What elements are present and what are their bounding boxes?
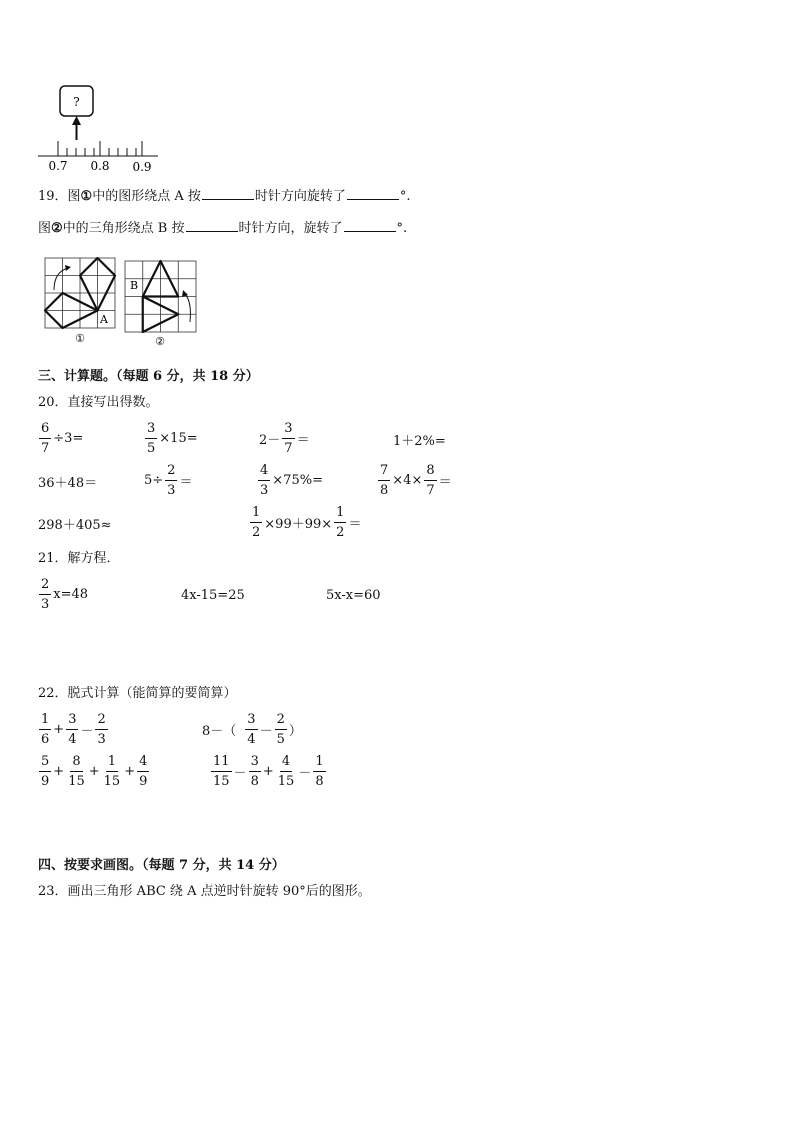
fraction: $\frac{3}{8}$ — [250, 754, 259, 789]
figure2-caption: ② — [155, 335, 165, 348]
q20-title: 20．直接写出得数。 — [38, 395, 159, 410]
fraction: $\frac{8}{7}$ — [426, 463, 435, 498]
number-line-figure — [36, 84, 166, 176]
section3-title: 三、计算题。（每题 6 分，共 18 分） — [38, 369, 259, 384]
answer-blank[interactable] — [344, 219, 396, 232]
tick-label-0-9: 0.9 — [132, 160, 152, 174]
q21-title: 21．解方程． — [38, 551, 120, 566]
answer-blank[interactable] — [202, 187, 254, 200]
q20-r3-a: 298＋405≈ — [38, 517, 112, 533]
q20-r1-a: $\frac{6}{7}$ ÷3= — [41, 421, 84, 456]
figure2-point-label: B — [130, 279, 139, 292]
fraction: $\frac{7}{8}$ — [380, 463, 389, 498]
figure1-point-label: A — [100, 313, 108, 326]
fraction: $\frac{2}{5}$ — [276, 712, 285, 747]
q20-r2-a: 36＋48＝ — [38, 475, 98, 491]
fraction: $\frac{2}{3}$ — [97, 712, 106, 747]
fraction: $\frac{6}{7}$ — [41, 421, 50, 456]
q22-expression-c: $\frac{5}{9}$ + $\frac{8}{15}$ + $\frac{1}{15}$ + $\frac{4}{9}$ — [41, 754, 148, 789]
fraction: $\frac{4}{15}$ — [277, 754, 295, 789]
fraction: $\frac{1}{2}$ — [252, 505, 261, 540]
tick-label-0-7: 0.7 — [48, 159, 68, 173]
q21-equation-2: 4x-15=25 — [181, 587, 245, 603]
q23-title: 23．画出三角形 ABC 绕 A 点逆时针旋转 90°后的图形。 — [38, 884, 371, 899]
q19-line1: 19．图①中的图形绕点 A 按 时针方向旋转了 °. — [38, 189, 411, 204]
q20-r2-c: $\frac{4}{3}$ ×75%= — [260, 463, 323, 498]
q20-r1-c: 2－ $\frac{3}{7}$ ＝ — [259, 421, 310, 456]
answer-blank[interactable] — [186, 219, 238, 232]
arrow-head-icon — [65, 265, 71, 271]
q20-r3-b: $\frac{1}{2}$ ×99＋99× $\frac{1}{2}$ ＝ — [252, 505, 362, 540]
q20-r1-b: $\frac{3}{5}$ ×15= — [147, 421, 198, 456]
fraction: $\frac{4}{3}$ — [260, 463, 269, 498]
q21-equation-1: $\frac{2}{3}$ x=48 — [41, 577, 89, 612]
fraction: $\frac{1}{8}$ — [315, 754, 324, 789]
figure1-caption: ① — [75, 332, 85, 345]
arrow-head-icon — [182, 290, 188, 297]
answer-blank[interactable] — [347, 187, 399, 200]
fraction: $\frac{3}{7}$ — [284, 421, 293, 456]
q22-expression-b: 8－（ $\frac{3}{4}$ － $\frac{2}{5}$ ） — [202, 712, 302, 747]
rotation-figures — [40, 254, 200, 348]
fraction: $\frac{3}{5}$ — [147, 421, 156, 456]
q20-r2-d: $\frac{7}{8}$ ×4× $\frac{8}{7}$ ＝ — [380, 463, 452, 498]
number-line-ticks — [58, 141, 142, 156]
q20-r1-d: 1＋2%= — [393, 433, 446, 449]
figure1-rotation-arrow — [54, 268, 68, 290]
fraction: $\frac{8}{15}$ — [68, 754, 85, 789]
q22-expression-a: $\frac{1}{6}$ + $\frac{3}{4}$ － $\frac{2}{3}$ — [41, 712, 106, 747]
tick-label-0-8: 0.8 — [90, 159, 110, 173]
q22-expression-d: $\frac{11}{15}$ － $\frac{3}{8}$ + $\frac{4}{15}$ － $\frac{1}{8}$ — [213, 754, 324, 789]
circled-number-2: ② — [51, 221, 63, 236]
fraction: $\frac{4}{9}$ — [139, 754, 148, 789]
fraction: $\frac{3}{4}$ — [247, 712, 256, 747]
fraction: $\frac{2}{3}$ — [167, 463, 176, 498]
q19-line2: 图②中的三角形绕点 B 按 时针方向，旋转了 °. — [38, 221, 408, 236]
fraction: $\frac{1}{6}$ — [41, 712, 50, 747]
fraction: $\frac{5}{9}$ — [41, 754, 50, 789]
fraction: $\frac{1}{2}$ — [336, 505, 345, 540]
section4-title: 四、按要求画图。（每题 7 分，共 14 分） — [38, 858, 285, 873]
fraction: $\frac{11}{15}$ — [213, 754, 230, 789]
arrow-head-icon — [72, 116, 81, 125]
fraction: $\frac{3}{4}$ — [68, 712, 77, 747]
question-mark: ? — [73, 95, 80, 109]
fraction: $\frac{1}{15}$ — [103, 754, 121, 789]
q22-title: 22．脱式计算（能简算的要简算） — [38, 686, 237, 701]
circled-number-1: ① — [80, 189, 93, 204]
figure2-rotation-arrow — [185, 294, 190, 322]
fraction: $\frac{2}{3}$ — [41, 577, 50, 612]
q20-r2-b: 5÷ $\frac{2}{3}$ ＝ — [144, 463, 193, 498]
q21-equation-3: 5x-x=60 — [326, 587, 381, 603]
